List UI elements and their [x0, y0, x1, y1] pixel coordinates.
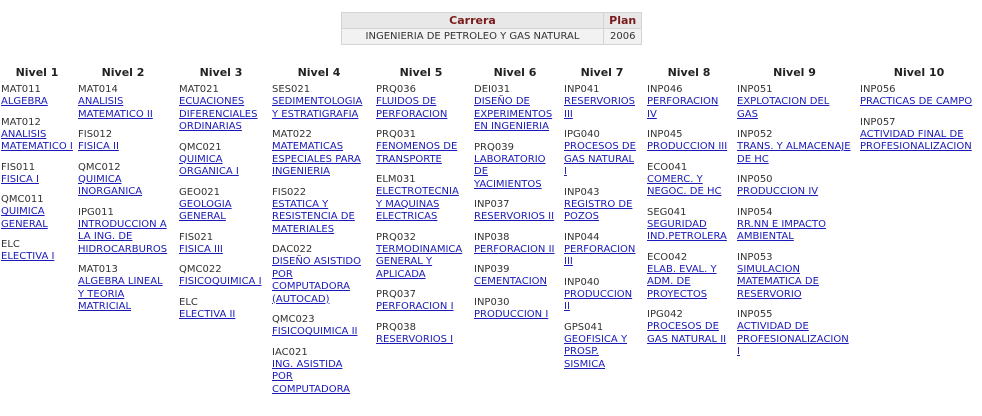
level-column-2 — [78, 66, 168, 322]
course-link[interactable]: REGISTRO DE POZOS — [564, 198, 633, 222]
course-link[interactable]: ECUACIONES DIFERENCIALES ORDINARIAS — [179, 96, 258, 132]
level-column-7 — [564, 66, 640, 379]
course-link[interactable]: ANALISIS MATEMATICO I — [1, 128, 73, 152]
course-link[interactable]: PERFORACION I — [376, 301, 454, 312]
course-link[interactable]: ING. ASISTIDA POR COMPUTADORA — [272, 358, 350, 395]
course-code: INP040 — [564, 276, 600, 288]
course-item — [1, 194, 73, 231]
course-code: ECO041 — [647, 161, 688, 173]
course-code: INP044 — [564, 231, 600, 243]
course-link[interactable]: FISICA II — [78, 141, 119, 152]
course-code: INP030 — [474, 296, 510, 308]
course-code: QMC023 — [272, 314, 315, 325]
course-link[interactable]: FISICOQUIMICA I — [179, 276, 262, 287]
carrera-value: INGENIERIA DE PETROLEO Y GAS NATURAL — [342, 29, 604, 45]
course-code: ECO042 — [647, 251, 688, 263]
course-item — [564, 232, 640, 269]
course-link[interactable]: FISICOQUIMICA II — [272, 326, 358, 337]
level-title: Nivel 4 — [297, 66, 341, 79]
course-code: FIS012 — [78, 129, 113, 140]
level-title: Nivel 3 — [199, 66, 243, 79]
course-code: QMC021 — [179, 141, 222, 153]
course-code: INP045 — [647, 129, 683, 140]
course-item — [1, 239, 73, 264]
course-link[interactable]: ACTIVIDAD FINAL DE PROFESIONALIZACION — [860, 128, 972, 152]
course-link[interactable]: PRACTICAS DE CAMPO — [860, 96, 973, 107]
course-link[interactable]: PRODUCCION IV — [737, 186, 819, 197]
course-item — [78, 264, 168, 314]
course-item — [737, 309, 852, 359]
plan-header: Plan — [604, 13, 642, 29]
course-code: GEO021 — [179, 186, 221, 198]
course-code: INP057 — [860, 116, 896, 128]
course-link[interactable]: QUIMICA ORGANICA I — [179, 153, 239, 177]
course-code: INP054 — [737, 206, 773, 218]
course-link[interactable]: QUIMICA INORGANICA — [78, 173, 143, 197]
course-item — [78, 162, 168, 199]
course-code: MAT012 — [1, 116, 41, 128]
course-code: SEG041 — [647, 206, 687, 218]
course-item — [1, 84, 73, 109]
course-code: INP043 — [564, 186, 600, 198]
course-item — [376, 174, 466, 224]
course-code: INP052 — [737, 129, 773, 140]
course-code: INP038 — [474, 231, 510, 243]
course-code: IAC021 — [272, 346, 308, 358]
course-item — [474, 84, 556, 134]
course-code: SES021 — [272, 84, 311, 95]
course-item — [737, 252, 852, 302]
course-item — [647, 84, 731, 121]
course-code: MAT022 — [272, 129, 312, 140]
course-code: MAT013 — [78, 264, 118, 275]
course-code: MAT014 — [78, 84, 118, 95]
level-column-8 — [647, 66, 731, 354]
course-item — [179, 84, 263, 134]
course-link[interactable]: ELAB. EVAL. Y ADM. DE PROYECTOS — [647, 263, 717, 300]
course-link[interactable]: RR.NN E IMPACTO AMBIENTAL — [737, 218, 826, 242]
course-code: INP037 — [474, 199, 510, 210]
plan-value: 2006 — [604, 29, 642, 45]
course-item — [647, 252, 731, 302]
course-item — [564, 277, 640, 314]
course-link[interactable]: FISICA III — [179, 243, 223, 255]
course-code: IPG011 — [78, 206, 114, 218]
course-link[interactable]: PROCESOS DE GAS NATURAL I — [564, 141, 636, 177]
course-code: PRQ031 — [376, 129, 416, 140]
level-column-3 — [179, 66, 263, 329]
course-link[interactable]: FISICA I — [1, 173, 39, 185]
course-item — [737, 207, 852, 244]
course-link[interactable]: RESERVORIOS II — [474, 211, 555, 222]
course-link[interactable]: RESERVORIOS III — [564, 96, 635, 120]
course-item — [1, 162, 73, 187]
course-code: IPG040 — [564, 129, 600, 140]
course-item — [272, 314, 366, 339]
course-item — [376, 232, 466, 282]
course-item — [647, 207, 731, 244]
course-link[interactable]: MATEMATICAS ESPECIALES PARA INGENIERIA — [272, 141, 361, 177]
course-link[interactable]: COMERC. Y NEGOC. DE HC — [647, 173, 722, 197]
course-item — [474, 264, 556, 289]
course-link[interactable]: QUIMICA GENERAL — [1, 206, 48, 230]
course-item — [647, 162, 731, 199]
course-item — [564, 84, 640, 121]
course-link[interactable]: ANALISIS MATEMATICO II — [78, 96, 153, 120]
course-code: QMC012 — [78, 161, 121, 173]
carrera-header: Carrera — [342, 13, 604, 29]
course-item — [179, 187, 263, 224]
course-link[interactable]: ELECTROTECNIA Y MAQUINAS ELECTRICAS — [376, 186, 459, 222]
course-item — [376, 289, 466, 314]
course-code: QMC022 — [179, 264, 222, 275]
course-code: INP039 — [474, 264, 510, 275]
level-title: Nivel 9 — [773, 66, 816, 79]
course-link[interactable]: PRODUCCION II — [564, 288, 633, 312]
level-title: Nivel 5 — [399, 66, 443, 79]
course-item — [272, 84, 366, 121]
course-item — [376, 322, 466, 347]
course-item — [860, 84, 978, 109]
course-code: PRQ038 — [376, 321, 416, 333]
course-item — [78, 129, 168, 154]
course-link[interactable]: ESTATICA Y RESISTENCIA DE MATERIALES — [272, 198, 355, 235]
course-link[interactable]: LABORATORIO DE YACIMIENTOS — [474, 153, 546, 190]
course-code: PRQ039 — [474, 141, 514, 153]
level-title: Nivel 7 — [580, 66, 624, 79]
course-link[interactable]: CEMENTACION — [474, 276, 548, 287]
course-item — [272, 187, 366, 237]
course-item — [179, 264, 263, 289]
course-item — [737, 84, 852, 121]
course-code: MAT011 — [1, 84, 41, 95]
level-title: Nivel 10 — [893, 66, 945, 79]
course-link[interactable]: TERMODINAMICA GENERAL Y APLICADA — [376, 243, 463, 280]
course-code: INP051 — [737, 84, 773, 95]
course-item — [474, 142, 556, 192]
course-link[interactable]: INTRODUCCION A LA ING. DE HIDROCARBUROS — [78, 218, 168, 255]
course-link[interactable]: SEGURIDAD IND.PETROLERA — [647, 218, 727, 242]
course-link[interactable]: PRODUCCION III — [647, 141, 728, 152]
course-code: DAC022 — [272, 244, 313, 255]
course-item — [737, 174, 852, 199]
course-item — [474, 199, 556, 224]
course-code: ELC — [1, 239, 20, 250]
course-link[interactable]: PERFORACION II — [474, 243, 555, 255]
course-code: PRQ037 — [376, 289, 416, 300]
course-code: INP053 — [737, 251, 773, 263]
course-link[interactable]: ALGEBRA — [1, 96, 48, 107]
course-link[interactable]: ELECTIVA II — [179, 308, 236, 320]
course-link[interactable]: PERFORACION III — [564, 243, 636, 267]
level-title: Nivel 8 — [667, 66, 711, 79]
course-link[interactable]: PROCESOS DE GAS NATURAL II — [647, 321, 727, 345]
level-column-5 — [376, 66, 466, 354]
course-code: INP046 — [647, 84, 683, 95]
course-link[interactable]: GEOLOGIA GENERAL — [179, 198, 232, 222]
course-item — [78, 207, 168, 257]
level-column-1 — [1, 66, 73, 272]
course-item — [564, 322, 640, 372]
course-item — [272, 244, 366, 306]
course-link[interactable]: ELECTIVA I — [1, 251, 55, 262]
course-item — [179, 297, 263, 322]
course-code: INP056 — [860, 84, 896, 95]
course-link[interactable]: ALGEBRA LINEAL Y TEORIA MATRICIAL — [78, 276, 163, 312]
course-item — [179, 232, 263, 257]
course-link[interactable]: SIMULACION MATEMATICA DE RESERVORIO — [737, 263, 819, 300]
level-column-9 — [737, 66, 852, 367]
course-item — [474, 232, 556, 257]
course-item — [1, 117, 73, 154]
course-link[interactable]: DISEÑO DE EXPERIMENTOS EN INGENIERIA — [474, 96, 553, 132]
level-title: Nivel 6 — [493, 66, 537, 79]
course-item — [376, 129, 466, 166]
level-column-4 — [272, 66, 366, 404]
course-link[interactable]: ACTIVIDAD DE PROFESIONALIZACION I — [737, 321, 849, 357]
course-code: QMC011 — [1, 194, 44, 205]
course-code: FIS022 — [272, 186, 307, 198]
course-item — [647, 309, 731, 346]
course-link[interactable]: DISEÑO ASISTIDO POR COMPUTADORA (AUTOCAD) — [272, 256, 361, 305]
course-link[interactable]: SEDIMENTOLOGIA Y ESTRATIGRAFIA — [272, 96, 363, 120]
course-item — [376, 84, 466, 121]
course-item — [647, 129, 731, 154]
course-code: GPS041 — [564, 321, 604, 333]
course-item — [860, 117, 978, 154]
course-code: PRQ032 — [376, 231, 416, 243]
course-item — [737, 129, 852, 166]
course-code: FIS021 — [179, 231, 214, 243]
level-column-10 — [860, 66, 978, 162]
course-code: INP041 — [564, 84, 600, 95]
course-item — [564, 129, 640, 179]
course-link[interactable]: PERFORACION IV — [647, 96, 719, 120]
course-item — [272, 129, 366, 179]
level-title: Nivel 1 — [15, 66, 59, 79]
course-item — [474, 297, 556, 322]
course-code: INP050 — [737, 174, 773, 185]
course-link[interactable]: PRODUCCION I — [474, 308, 549, 320]
course-link[interactable]: GEOFISICA Y PROSP. SISMICA — [564, 333, 628, 370]
course-link[interactable]: TRANS. Y ALMACENAJE DE HC — [737, 141, 851, 165]
level-column-6 — [474, 66, 556, 329]
career-header-table — [341, 12, 642, 45]
course-code: ELC — [179, 296, 198, 308]
course-link[interactable]: FLUIDOS DE PERFORACION — [376, 96, 448, 120]
course-code: PRQ036 — [376, 84, 416, 95]
course-link[interactable]: FENOMENOS DE TRANSPORTE — [376, 141, 458, 165]
course-item — [78, 84, 168, 121]
course-item — [564, 187, 640, 224]
course-item — [272, 347, 366, 397]
course-link[interactable]: RESERVORIOS I — [376, 333, 454, 345]
course-item — [179, 142, 263, 179]
course-code: FIS011 — [1, 161, 36, 173]
course-code: IPG042 — [647, 309, 683, 320]
course-code: MAT021 — [179, 84, 219, 95]
course-code: DEI031 — [474, 84, 511, 95]
level-title: Nivel 2 — [101, 66, 145, 79]
course-code: ELM031 — [376, 174, 416, 185]
course-link[interactable]: EXPLOTACION DEL GAS — [737, 96, 830, 120]
course-code: INP055 — [737, 309, 773, 320]
